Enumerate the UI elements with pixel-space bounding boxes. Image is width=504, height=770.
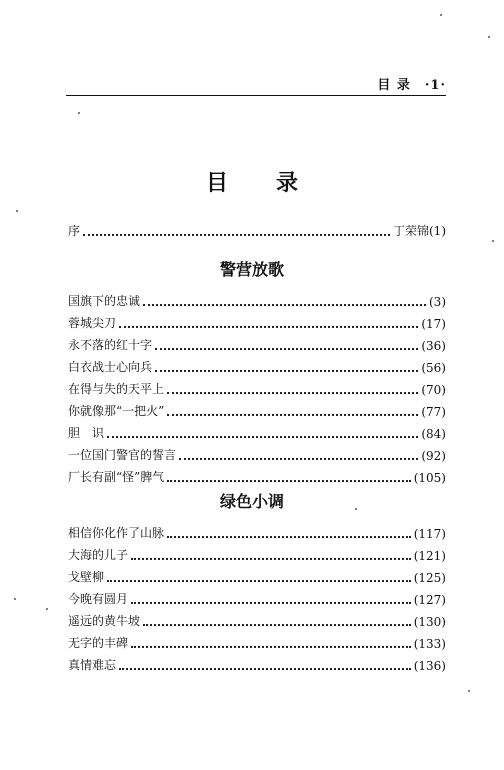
title-char-2: 录: [276, 171, 299, 196]
toc-entry[interactable]: [68, 335, 446, 353]
leader-dots: [167, 413, 418, 416]
leader-dots: [131, 645, 411, 648]
toc-entry-page: (3): [429, 295, 446, 309]
leader-dots: [83, 233, 390, 236]
leader-dots: [119, 667, 411, 670]
toc-entry-page: (125): [413, 571, 446, 585]
leader-dots: [143, 303, 426, 306]
toc-entry-label: 在得与失的天平上: [68, 382, 165, 396]
toc-entry-label: 胆 识: [68, 426, 105, 440]
scan-speck: [46, 608, 48, 610]
toc-entry-page: (136): [413, 659, 446, 673]
leader-dots: [155, 369, 418, 372]
scan-speck: [492, 240, 494, 242]
toc-entry[interactable]: [68, 567, 446, 585]
toc-entry[interactable]: [68, 589, 446, 607]
toc-entry-page: (133): [413, 637, 446, 651]
toc-entry-page: (92): [421, 449, 446, 463]
running-head-title: 目 录: [377, 78, 411, 93]
toc-entry-label: 蓉城尖刀: [68, 316, 117, 330]
toc-entry-page: (17): [421, 317, 446, 331]
scan-speck: [355, 508, 357, 510]
toc-entry[interactable]: [68, 313, 446, 331]
title-char-1: 目: [205, 171, 228, 196]
scan-speck: [78, 112, 80, 114]
toc-entry-label: 序: [68, 224, 81, 238]
toc-entry-page: (117): [413, 527, 446, 541]
toc-entry[interactable]: [68, 401, 446, 419]
toc-entry[interactable]: [68, 445, 446, 463]
toc-entry-page: (105): [413, 471, 446, 485]
section-heading: 绿色小调: [219, 492, 284, 511]
toc-entry-label: 真情难忘: [68, 658, 117, 672]
toc-entry-page: (121): [413, 549, 446, 563]
leader-dots: [119, 325, 418, 328]
toc-entry[interactable]: [68, 655, 446, 673]
leader-dots: [131, 557, 411, 560]
toc-entry-label: 永不落的红十字: [68, 338, 153, 352]
section-heading: 警营放歌: [219, 260, 284, 279]
toc-entry-label: 遥远的黄牛坡: [68, 614, 141, 628]
running-head: [66, 74, 446, 93]
toc-entry[interactable]: [68, 291, 446, 309]
toc-entry-label: 无字的丰碑: [68, 636, 129, 650]
leader-dots: [143, 623, 411, 626]
leader-dots: [167, 479, 410, 482]
scan-speck: [488, 36, 490, 38]
toc-entry[interactable]: [68, 611, 446, 629]
toc-entry[interactable]: [68, 357, 446, 375]
toc-entry-page: (70): [421, 383, 446, 397]
scan-speck: [16, 210, 18, 212]
scan-speck: [14, 598, 16, 600]
toc-entry-label: 国旗下的忠诚: [68, 294, 141, 308]
toc-entry-page: (36): [421, 339, 446, 353]
leader-dots: [167, 535, 411, 538]
toc-entry-page: (130): [413, 615, 446, 629]
toc-entry-page: (127): [413, 593, 446, 607]
page-number: ·1·: [424, 78, 446, 93]
leader-dots: [107, 435, 418, 438]
scan-speck: [468, 690, 470, 692]
toc-entry[interactable]: [68, 633, 446, 651]
toc-entry[interactable]: [68, 467, 446, 485]
toc-entry-label: 大海的儿子: [68, 548, 129, 562]
header-rule: [66, 95, 446, 96]
leader-dots: [155, 347, 418, 350]
toc-entry-label: 相信你化作了山脉: [68, 526, 165, 540]
toc-entry-page: (77): [421, 405, 446, 419]
toc-entry-label: 你就像那“一把火”: [68, 404, 165, 418]
toc-entry-page: 丁荣锦(1): [393, 224, 446, 238]
leader-dots: [107, 579, 411, 582]
toc-entry-label: 今晚有圆月: [68, 592, 129, 606]
toc-entry-page: (84): [421, 427, 446, 441]
scan-speck: [440, 14, 442, 16]
toc-entry-label: 一位国门警官的誓言: [68, 448, 177, 462]
leader-dots: [131, 601, 411, 604]
toc-entry[interactable]: [68, 523, 446, 541]
page-title: [0, 166, 504, 197]
toc-entry[interactable]: [68, 545, 446, 563]
toc-entry-page: (56): [421, 361, 446, 375]
toc-entry-label: 厂长有副“怪”脾气: [68, 470, 165, 484]
leader-dots: [167, 391, 418, 394]
toc-entry[interactable]: [68, 379, 446, 397]
leader-dots: [179, 457, 418, 460]
toc-entry-label: 白衣战士心向兵: [68, 360, 153, 374]
toc-entry-preface[interactable]: [68, 221, 446, 239]
toc-entry[interactable]: [68, 423, 446, 441]
toc-entry-label: 戈壁柳: [68, 570, 105, 584]
